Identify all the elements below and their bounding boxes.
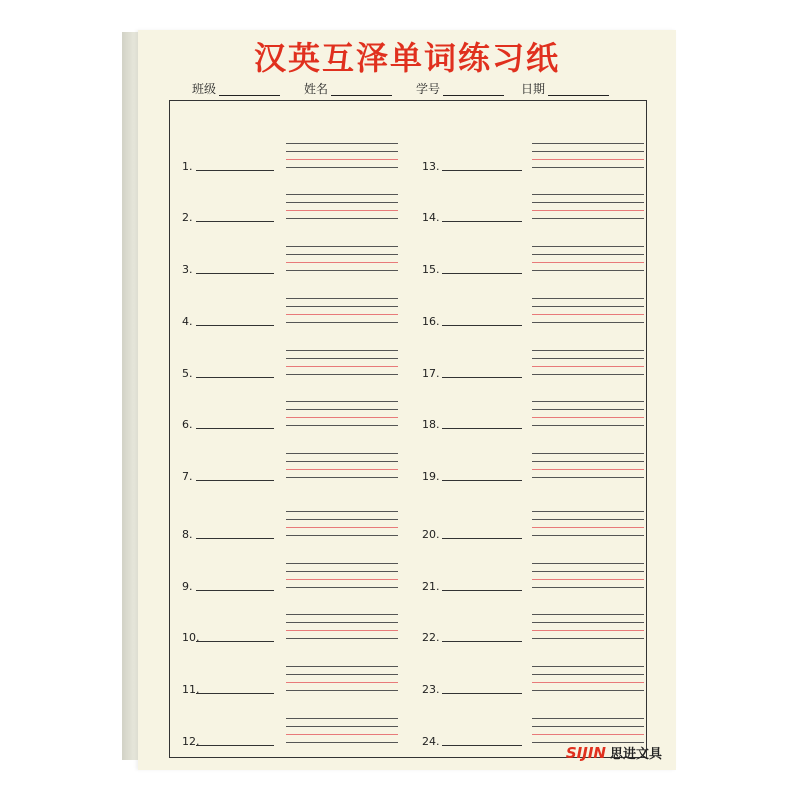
writing-guide-lines[interactable] bbox=[532, 143, 644, 177]
writing-guide-lines[interactable] bbox=[532, 298, 644, 332]
baseline-red-line bbox=[286, 630, 398, 631]
class-field[interactable] bbox=[192, 80, 282, 98]
guide-line bbox=[286, 167, 398, 168]
baseline-red-line bbox=[532, 210, 644, 211]
guide-line bbox=[532, 638, 644, 639]
student-info-row bbox=[138, 80, 676, 98]
worksheet-page bbox=[138, 30, 676, 770]
guide-line bbox=[532, 401, 644, 402]
name-label: 姓名 bbox=[304, 82, 329, 96]
guide-line bbox=[286, 638, 398, 639]
baseline-red-line bbox=[286, 159, 398, 160]
guide-line bbox=[532, 358, 644, 359]
guide-line bbox=[286, 358, 398, 359]
answer-blank-line bbox=[442, 480, 522, 481]
answer-blank-line bbox=[196, 221, 274, 222]
guide-line bbox=[286, 666, 398, 667]
answer-blank-line bbox=[442, 428, 522, 429]
answer-blank-line bbox=[196, 273, 274, 274]
writing-guide-lines[interactable] bbox=[532, 666, 644, 700]
guide-line bbox=[532, 350, 644, 351]
baseline-red-line bbox=[286, 417, 398, 418]
student-id-label: 学号 bbox=[416, 82, 441, 96]
entry-number: 24. bbox=[422, 735, 440, 748]
baseline-red-line bbox=[532, 579, 644, 580]
answer-blank-line bbox=[442, 377, 522, 378]
baseline-red-line bbox=[532, 734, 644, 735]
writing-guide-lines[interactable] bbox=[286, 298, 398, 332]
entry-number: 6. bbox=[182, 418, 193, 431]
guide-line bbox=[286, 374, 398, 375]
guide-line bbox=[286, 571, 398, 572]
word-entry[interactable] bbox=[422, 236, 522, 276]
guide-line bbox=[286, 254, 398, 255]
answer-blank-line bbox=[442, 641, 522, 642]
guide-line bbox=[286, 202, 398, 203]
word-entry[interactable] bbox=[422, 340, 522, 380]
writing-guide-lines[interactable] bbox=[532, 401, 644, 435]
baseline-red-line bbox=[532, 159, 644, 160]
word-entry[interactable] bbox=[422, 133, 522, 173]
guide-line bbox=[286, 322, 398, 323]
guide-line bbox=[286, 453, 398, 454]
word-entry[interactable] bbox=[182, 288, 274, 328]
date-field[interactable] bbox=[521, 80, 611, 98]
guide-line bbox=[532, 298, 644, 299]
word-entry[interactable] bbox=[422, 443, 522, 483]
baseline-red-line bbox=[532, 366, 644, 367]
guide-line bbox=[286, 461, 398, 462]
word-entry[interactable] bbox=[182, 391, 274, 431]
writing-guide-lines[interactable] bbox=[532, 453, 644, 487]
entry-number: 10. bbox=[182, 631, 200, 644]
answer-blank-line bbox=[442, 170, 522, 171]
guide-line bbox=[286, 425, 398, 426]
writing-guide-lines[interactable] bbox=[532, 614, 644, 648]
baseline-red-line bbox=[532, 314, 644, 315]
guide-line bbox=[532, 519, 644, 520]
writing-guide-lines[interactable] bbox=[286, 511, 398, 545]
guide-line bbox=[532, 622, 644, 623]
writing-guide-lines[interactable] bbox=[532, 246, 644, 280]
answer-blank-line bbox=[196, 745, 274, 746]
word-entry[interactable] bbox=[182, 501, 274, 541]
writing-guide-lines[interactable] bbox=[286, 614, 398, 648]
word-entry[interactable] bbox=[182, 340, 274, 380]
date-label: 日期 bbox=[521, 82, 546, 96]
guide-line bbox=[286, 726, 398, 727]
guide-line bbox=[286, 535, 398, 536]
entry-number: 11. bbox=[182, 683, 200, 696]
guide-line bbox=[532, 614, 644, 615]
guide-line bbox=[532, 453, 644, 454]
guide-line bbox=[532, 690, 644, 691]
practice-grid bbox=[169, 100, 647, 758]
answer-blank-line bbox=[196, 480, 274, 481]
entry-number: 3. bbox=[182, 263, 193, 276]
word-entry[interactable] bbox=[422, 288, 522, 328]
student-id-blank-line bbox=[443, 95, 504, 96]
answer-blank-line bbox=[196, 325, 274, 326]
brand-logo: SIJIN bbox=[565, 743, 606, 762]
entry-number: 13. bbox=[422, 160, 440, 173]
guide-line bbox=[532, 477, 644, 478]
date-blank-line bbox=[548, 95, 609, 96]
baseline-red-line bbox=[286, 366, 398, 367]
guide-line bbox=[532, 151, 644, 152]
answer-blank-line bbox=[196, 641, 274, 642]
guide-line bbox=[286, 306, 398, 307]
entry-number: 2. bbox=[182, 211, 193, 224]
guide-line bbox=[286, 298, 398, 299]
answer-blank-line bbox=[442, 590, 522, 591]
writing-guide-lines[interactable] bbox=[286, 143, 398, 177]
word-entry[interactable] bbox=[422, 553, 522, 593]
entry-number: 15. bbox=[422, 263, 440, 276]
word-entry[interactable] bbox=[182, 656, 274, 696]
word-entry[interactable] bbox=[182, 708, 274, 748]
entry-number: 9. bbox=[182, 580, 193, 593]
answer-blank-line bbox=[442, 538, 522, 539]
writing-guide-lines[interactable] bbox=[286, 350, 398, 384]
word-entry[interactable] bbox=[422, 708, 522, 748]
word-entry[interactable] bbox=[182, 604, 274, 644]
guide-line bbox=[532, 666, 644, 667]
writing-guide-lines[interactable] bbox=[286, 666, 398, 700]
writing-guide-lines[interactable] bbox=[532, 563, 644, 597]
word-entry[interactable] bbox=[182, 133, 274, 173]
guide-line bbox=[532, 461, 644, 462]
writing-guide-lines[interactable] bbox=[532, 511, 644, 545]
guide-line bbox=[286, 519, 398, 520]
guide-line bbox=[532, 374, 644, 375]
writing-guide-lines[interactable] bbox=[286, 401, 398, 435]
answer-blank-line bbox=[196, 590, 274, 591]
name-field[interactable] bbox=[304, 80, 394, 98]
writing-guide-lines[interactable] bbox=[286, 194, 398, 228]
guide-line bbox=[532, 587, 644, 588]
entry-number: 16. bbox=[422, 315, 440, 328]
guide-line bbox=[286, 401, 398, 402]
entry-number: 1. bbox=[182, 160, 193, 173]
baseline-red-line bbox=[532, 527, 644, 528]
guide-line bbox=[532, 674, 644, 675]
guide-line bbox=[286, 151, 398, 152]
guide-line bbox=[286, 511, 398, 512]
guide-line bbox=[286, 246, 398, 247]
entry-number: 14. bbox=[422, 211, 440, 224]
answer-blank-line bbox=[196, 377, 274, 378]
answer-blank-line bbox=[196, 170, 274, 171]
answer-blank-line bbox=[442, 325, 522, 326]
baseline-red-line bbox=[286, 527, 398, 528]
guide-line bbox=[532, 167, 644, 168]
guide-line bbox=[286, 718, 398, 719]
entry-number: 23. bbox=[422, 683, 440, 696]
guide-line bbox=[532, 535, 644, 536]
entry-number: 17. bbox=[422, 367, 440, 380]
guide-line bbox=[532, 202, 644, 203]
writing-guide-lines[interactable] bbox=[532, 350, 644, 384]
answer-blank-line bbox=[442, 745, 522, 746]
guide-line bbox=[286, 477, 398, 478]
entry-number: 4. bbox=[182, 315, 193, 328]
word-entry[interactable] bbox=[422, 391, 522, 431]
word-entry[interactable] bbox=[182, 443, 274, 483]
word-entry[interactable] bbox=[422, 656, 522, 696]
guide-line bbox=[286, 270, 398, 271]
brand-name: 思进文具 bbox=[609, 747, 662, 762]
guide-line bbox=[532, 218, 644, 219]
guide-line bbox=[286, 674, 398, 675]
guide-line bbox=[532, 726, 644, 727]
guide-line bbox=[532, 254, 644, 255]
answer-blank-line bbox=[196, 428, 274, 429]
answer-blank-line bbox=[442, 221, 522, 222]
class-label: 班级 bbox=[192, 82, 217, 96]
guide-line bbox=[286, 622, 398, 623]
guide-line bbox=[286, 409, 398, 410]
guide-line bbox=[286, 143, 398, 144]
word-entry[interactable] bbox=[422, 184, 522, 224]
entry-number: 21. bbox=[422, 580, 440, 593]
guide-line bbox=[532, 563, 644, 564]
writing-guide-lines[interactable] bbox=[286, 453, 398, 487]
guide-line bbox=[286, 218, 398, 219]
word-entry[interactable] bbox=[422, 501, 522, 541]
entry-number: 5. bbox=[182, 367, 193, 380]
guide-line bbox=[286, 194, 398, 195]
guide-line bbox=[532, 194, 644, 195]
page-title: 汉英互泽单词练习纸 bbox=[253, 39, 560, 77]
guide-line bbox=[532, 425, 644, 426]
baseline-red-line bbox=[286, 262, 398, 263]
entry-number: 22. bbox=[422, 631, 440, 644]
guide-line bbox=[532, 511, 644, 512]
guide-line bbox=[286, 563, 398, 564]
guide-line bbox=[532, 246, 644, 247]
guide-line bbox=[286, 587, 398, 588]
brand-mark bbox=[566, 743, 662, 762]
baseline-red-line bbox=[286, 682, 398, 683]
writing-guide-lines[interactable] bbox=[286, 718, 398, 752]
student-id-field[interactable] bbox=[416, 80, 506, 98]
guide-line bbox=[532, 143, 644, 144]
baseline-red-line bbox=[286, 314, 398, 315]
baseline-red-line bbox=[286, 469, 398, 470]
answer-blank-line bbox=[442, 693, 522, 694]
guide-line bbox=[286, 690, 398, 691]
word-entry[interactable] bbox=[182, 553, 274, 593]
guide-line bbox=[532, 270, 644, 271]
entry-number: 8. bbox=[182, 528, 193, 541]
entry-number: 7. bbox=[182, 470, 193, 483]
class-blank-line bbox=[219, 95, 280, 96]
word-entry[interactable] bbox=[182, 184, 274, 224]
writing-guide-lines[interactable] bbox=[532, 194, 644, 228]
writing-guide-lines[interactable] bbox=[286, 246, 398, 280]
guide-line bbox=[286, 742, 398, 743]
baseline-red-line bbox=[286, 210, 398, 211]
guide-line bbox=[532, 409, 644, 410]
baseline-red-line bbox=[286, 734, 398, 735]
guide-line bbox=[286, 350, 398, 351]
guide-line bbox=[532, 571, 644, 572]
baseline-red-line bbox=[532, 417, 644, 418]
baseline-red-line bbox=[532, 630, 644, 631]
baseline-red-line bbox=[532, 469, 644, 470]
baseline-red-line bbox=[532, 262, 644, 263]
entry-number: 20. bbox=[422, 528, 440, 541]
name-blank-line bbox=[331, 95, 392, 96]
entry-number: 12. bbox=[182, 735, 200, 748]
answer-blank-line bbox=[196, 693, 274, 694]
baseline-red-line bbox=[286, 579, 398, 580]
entry-number: 19. bbox=[422, 470, 440, 483]
guide-line bbox=[532, 322, 644, 323]
answer-blank-line bbox=[196, 538, 274, 539]
guide-line bbox=[532, 306, 644, 307]
writing-guide-lines[interactable] bbox=[286, 563, 398, 597]
word-entry[interactable] bbox=[422, 604, 522, 644]
guide-line bbox=[532, 718, 644, 719]
baseline-red-line bbox=[532, 682, 644, 683]
answer-blank-line bbox=[442, 273, 522, 274]
guide-line bbox=[286, 614, 398, 615]
entry-number: 18. bbox=[422, 418, 440, 431]
word-entry[interactable] bbox=[182, 236, 274, 276]
